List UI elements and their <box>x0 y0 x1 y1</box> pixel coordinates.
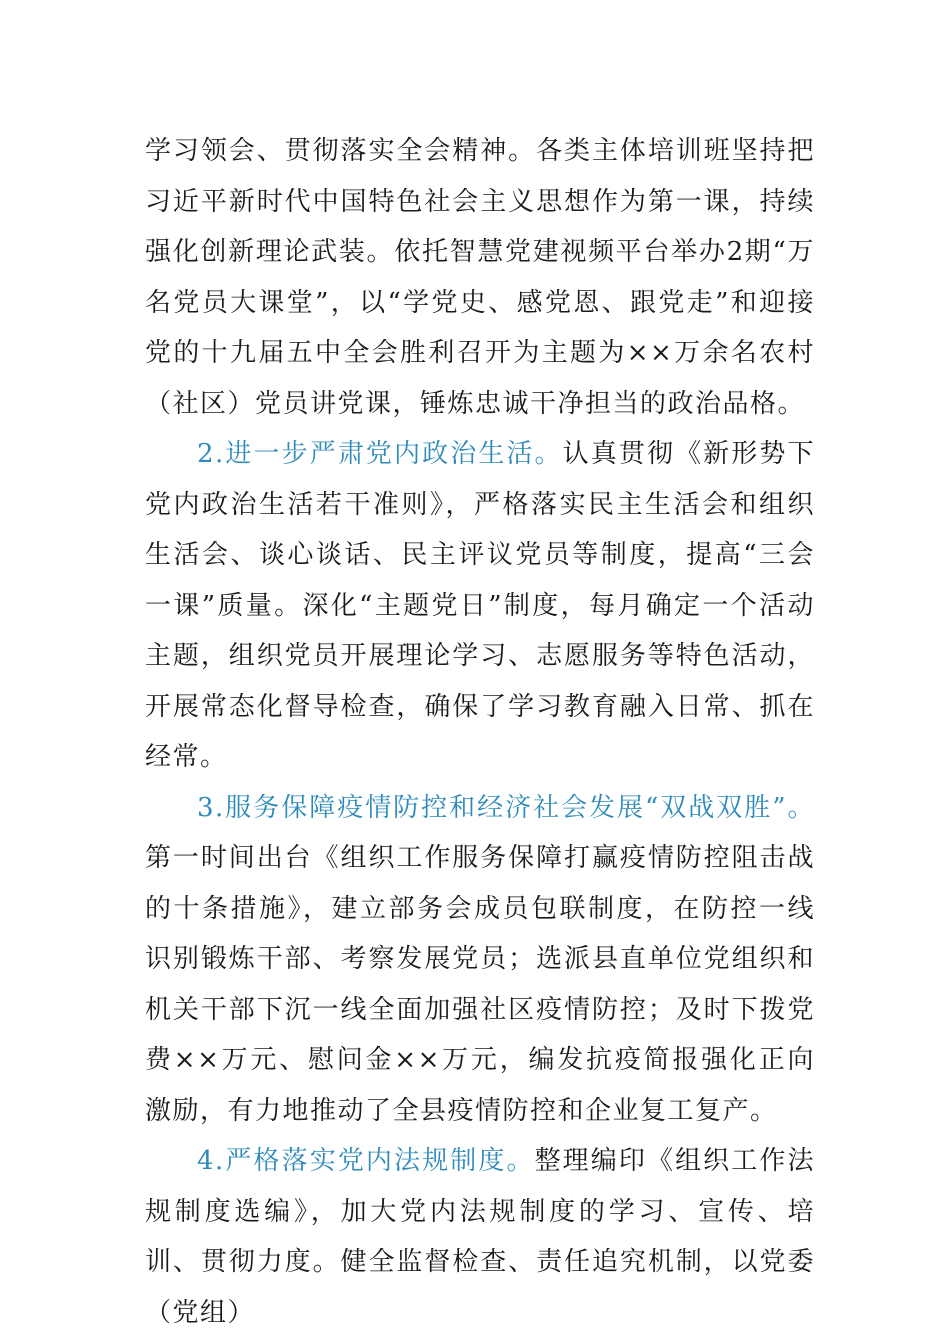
paragraph-continuation <box>145 126 815 429</box>
paragraph-text: 学习领会、贯彻落实全会精神。各类主体培训班坚持把习近平新时代中国特色社会主义思想作为第一课，持续强化创新理论武装。依托智慧党建视频平台举办2期“万名党员大课堂”，以“学党史、感党恩、跟党走”和迎接党的十九届五中全会胜利召开为主题为××万余名农村（社区）党员讲党课，锤炼忠诚干净担当的政治品格。 <box>145 136 815 419</box>
paragraph-heading: 4.严格落实党内法规制度。 <box>197 1146 535 1176</box>
paragraph-text: 整理编印《组织工作法规制度选编》，加大党内法规制度的学习、宣传、培训、贯彻力度。健全监督检查、责任追究机制，以党委（党组） <box>145 1146 815 1328</box>
paragraph-heading: 3.服务保障疫情防控和经济社会发展“双战双胜”。 <box>197 792 815 823</box>
document-body <box>145 126 815 1338</box>
paragraph-2 <box>145 429 815 783</box>
paragraph-3 <box>145 783 815 1137</box>
paragraph-4 <box>145 1136 815 1338</box>
paragraph-heading: 2.进一步严肃党内政治生活。 <box>197 439 563 469</box>
paragraph-text: 第一时间出台《组织工作服务保障打赢疫情防控阻击战的十条措施》，建立部务会成员包联制度，在防控一线识别锻炼干部、考察发展党员；选派县直单位党组织和机关干部下沉一线全面加强社区疫情防控；及时下拨党费××万元、慰问金××万元，编发抗疫简报强化正向激励，有力地推动了全县疫情防控和企业复工复产。 <box>145 843 815 1126</box>
paragraph-text: 认真贯彻《新形势下党内政治生活若干准则》，严格落实民主生活会和组织生活会、谈心谈话、民主评议党员等制度，提高“三会一课”质量。深化“主题党日”制度，每月确定一个活动主题，组织党员开展理论学习、志愿服务等特色活动，开展常态化督导检查，确保了学习教育融入日常、抓在经常。 <box>145 439 815 772</box>
